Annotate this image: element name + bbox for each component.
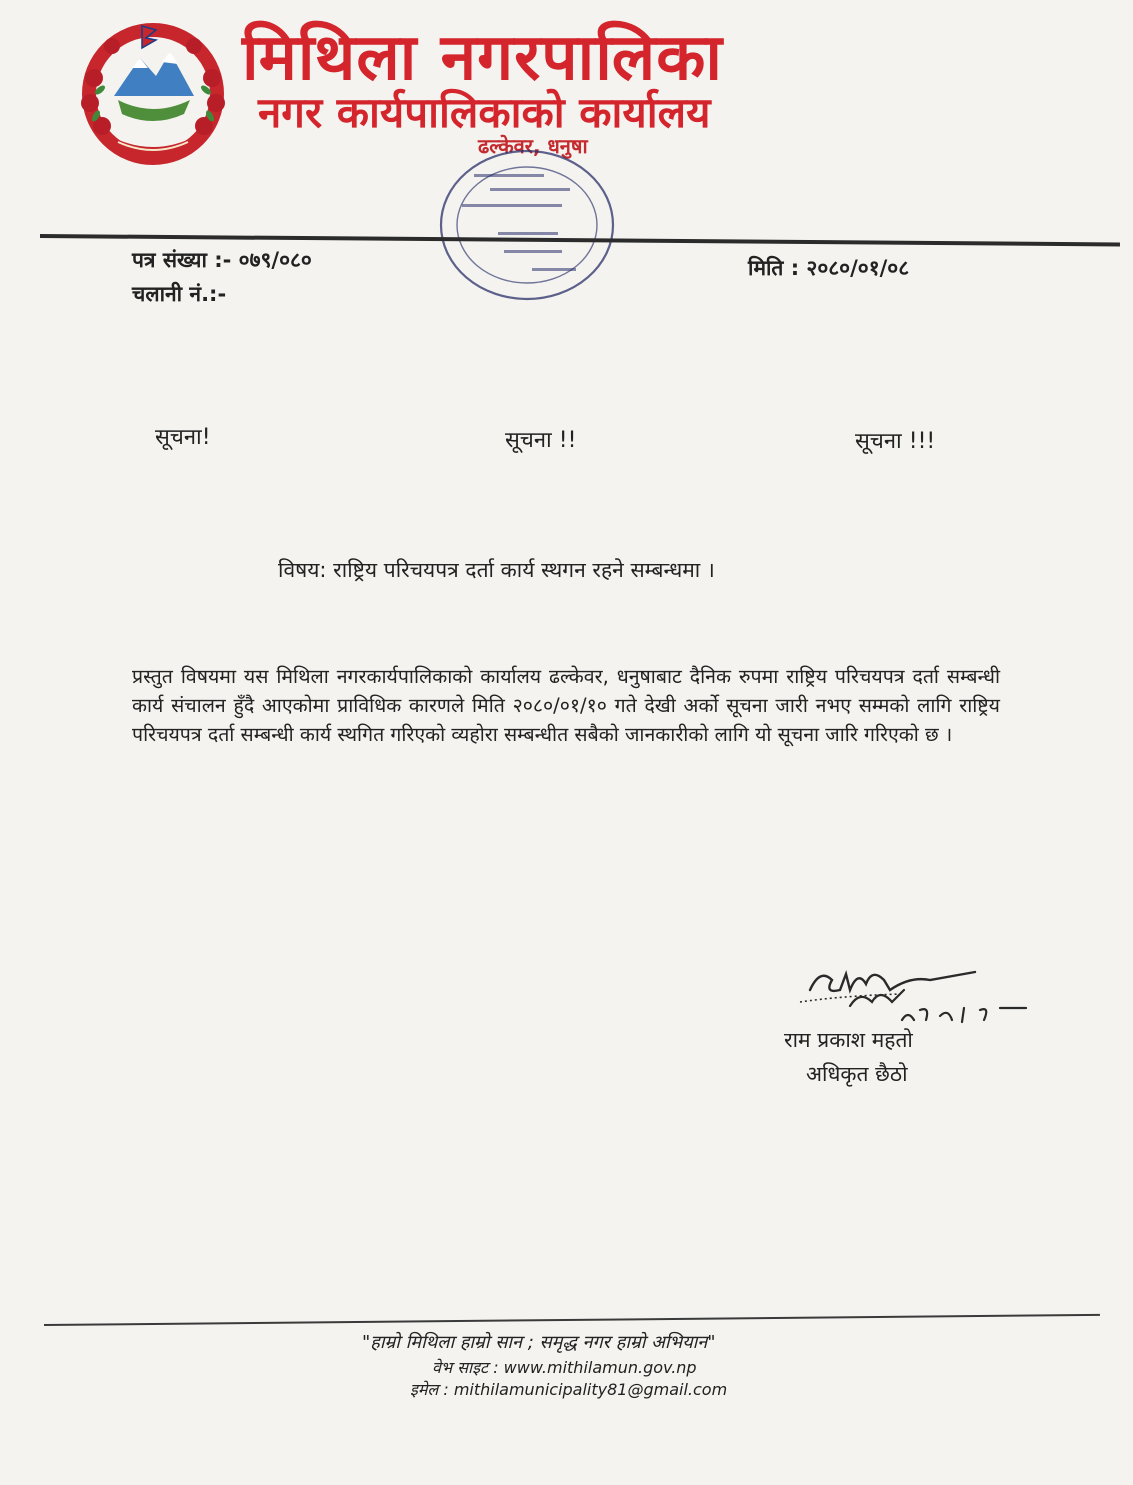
nepal-emblem-logo [72,18,234,168]
signer-title: अधिकृत छैठो [806,1062,908,1086]
notice-heading-3: सूचना !!! [855,429,936,454]
footer-slogan: "हाम्रो मिथिला हाम्रो सान ; समृद्ध नगर हाम्रो अभियान" [362,1332,716,1353]
signer-name: राम प्रकाश महतो [784,1028,913,1052]
subject-line: विषय: राष्ट्रिय परिचयपत्र दर्ता कार्य स्थगन रहने सम्बन्धमा । [278,558,715,582]
office-name: नगर कार्यपालिकाको कार्यालय [258,88,711,137]
notice-heading-2: सूचना !! [505,428,577,453]
footer-email[interactable]: इमेल : mithilamunicipality81@gmail.com [410,1380,728,1399]
letter-number: पत्र संख्या :- ०७९/०८० [132,248,312,272]
notice-body: प्रस्तुत विषयमा यस मिथिला नगरकार्यपालिकाको कार्यालय ढल्केवर, धनुषाबाट दैनिक रुपमा राष्ट्रिय परिचयपत्र दर्ता सम्बन्धी कार्य संचालन हुँदै आएकोमा प्राविधिक कारणले मिति २०८०/०१/१० गते देखी अर्को सूचना जारी नभए सम्मको लागि राष्ट्रिय परिचयपत्र दर्ता सम्बन्धी कार्य स्थगित गरिएको व्यहोरा सम्बन्धीत सबैको जानकारीको लागि यो सूचना जारि गरिएको छ । [132,665,1000,746]
footer-divider [44,1314,1100,1326]
letter-date: मिति : २०८०/०१/०८ [748,256,910,280]
dispatch-number: चलानी नं.:- [132,282,227,306]
org-name: मिथिला नगरपालिका [242,21,723,95]
office-location: ढल्केवर, धनुषा [478,134,588,158]
office-stamp [432,140,622,310]
footer-website[interactable]: वेभ साइट : www.mithilamun.gov.np [432,1358,697,1377]
notice-heading-1: सूचना! [155,425,211,450]
